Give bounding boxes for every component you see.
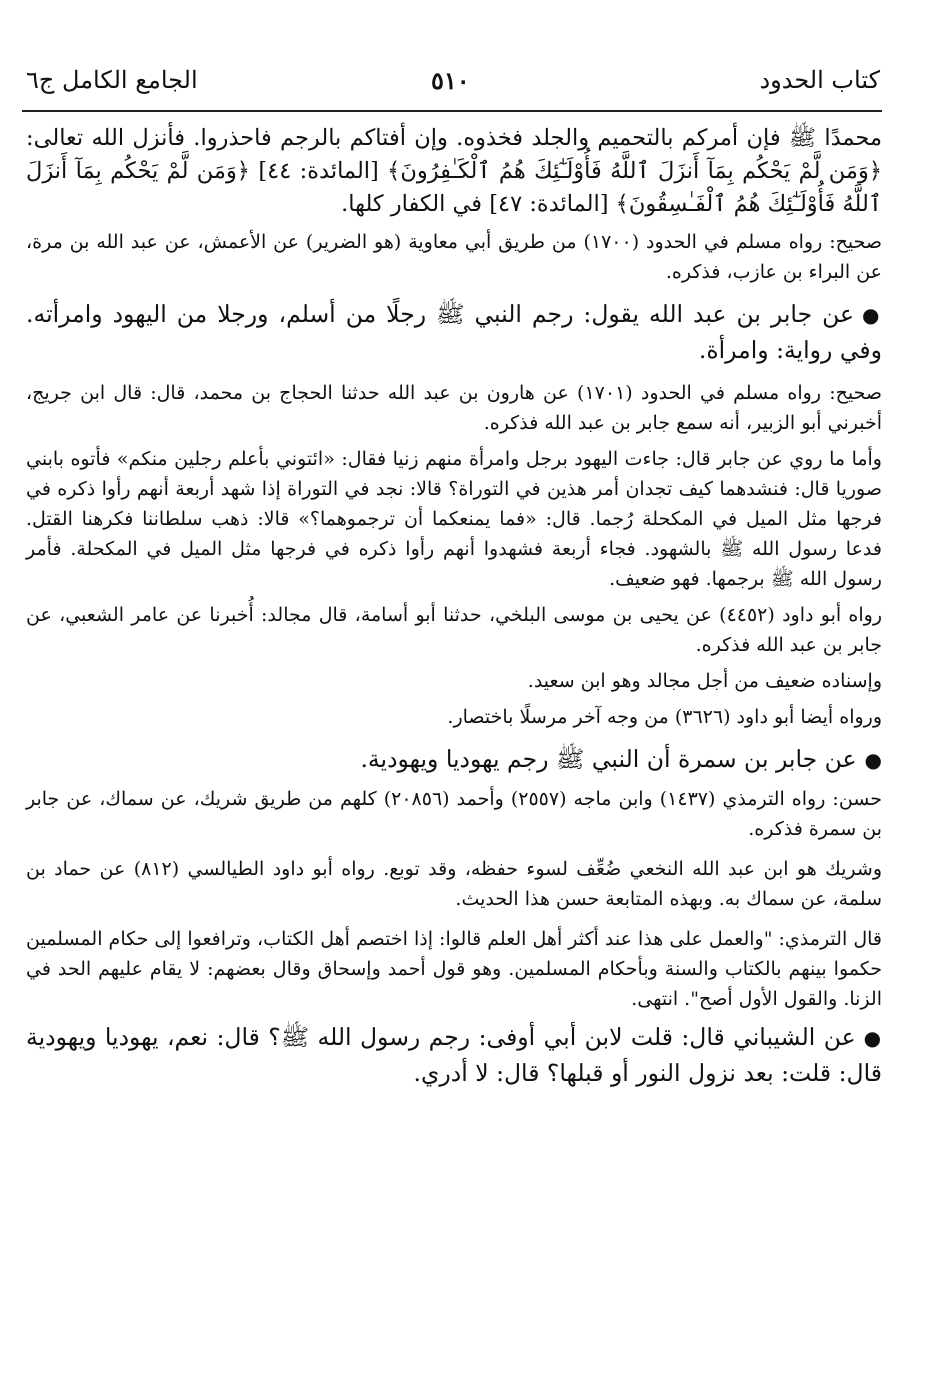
page-body: [26, 122, 882, 1091]
takhrij-note: رواه أبو داود (٤٤٥٢) عن يحيى بن موسى البلخي، حدثنا أبو أسامة، قال مجالد: أُخبرنا عن عامر الشعبي، عن جابر بن عبد الله فذكره.: [26, 604, 883, 656]
bullet-icon: ●: [862, 303, 882, 327]
bullet-icon: ●: [863, 1026, 882, 1050]
takhrij-note: صحيح: رواه مسلم في الحدود (١٧٠٠) من طريق أبي معاوية (هو الضرير) عن الأعمش، عن عبد الله بن مرة، عن البراء بن عازب، فذكره.: [26, 231, 882, 283]
hadith-paragraph: [26, 742, 882, 778]
page-header: [26, 60, 880, 100]
commentary-note: وشريك هو ابن عبد الله النخعي ضُعِّف لسوء حفظه، وقد توبع. رواه أبو داود الطيالسي (٨١٢) عن حماد بن سلمة، عن سماك به. وبهذه المتابعة حسن هذا الحديث.: [26, 858, 883, 910]
commentary-note: ورواه أيضا أبو داود (٣٦٢٦) من وجه آخر مرسلًا باختصار.: [447, 706, 882, 728]
commentary-note: وإسناده ضعيف من أجل مجالد وهو ابن سعيد.: [527, 670, 882, 692]
page-number: ٥١٠: [431, 66, 470, 95]
header-rule: [22, 110, 882, 112]
commentary-note: وأما ما روي عن جابر قال: جاءت اليهود برجل وامرأة منهم زنيا فقال: «ائتوني بأعلم رجلين منكم» فأتوه بابني صوريا قال: فنشدهما كيف تجدان أمر هذين في التوراة؟ قالا: نجد في التوراة إذا شهد أربعة أنهم رأوا ذكره في فرجها مثل الميل في المكحلة رُجما. قال: «فما يمنعكما أن ترجموهما؟» قالا: ذهب سلطاننا فكرهنا القتل. فدعا رسول الله ﷺ بالشهود. فجاء أربعة فشهدوا أنهم رأوا ذكره في فرجها مثل الميل في المكحلة. فأمر رسول الله ﷺ برجمها. فهو ضعيف.: [26, 448, 882, 590]
main-text-paragraph: محمدًا ﷺ فإن أمركم بالتحميم والجلد فخذوه. وإن أفتاكم بالرجم فاحذروا. فأنزل الله تعالى: ﴿وَمَن لَّمْ يَحْكُم بِمَآ أَنزَلَ ٱللَّهُ فَأُوْلَـٰٓئِكَ هُمُ ٱلْكَـٰفِرُونَ﴾ [المائدة: ٤٤] ﴿وَمَن لَّمْ يَحْكُم بِمَآ أَنزَلَ ٱللَّهُ فَأُوْلَـٰٓئِكَ هُمُ ٱلْفَـٰسِقُونَ﴾ [المائدة: ٤٧] في الكفار كلها.: [26, 125, 882, 217]
hadith-text: عن الشيباني قال: قلت لابن أبي أوفى: رجم رسول الله ﷺ؟ قال: نعم، يهوديا ويهودية قال: قلت: بعد نزول النور أو قبلها؟ قال: لا أدري.: [26, 1023, 882, 1087]
hadith-paragraph: [26, 1020, 882, 1091]
takhrij-note: صحيح: رواه مسلم في الحدود (١٧٠١) عن هارون بن عبد الله حدثنا الحجاج بن محمد، قال: قال ابن جريج، أخبرني أبو الزبير، أنه سمع جابر بن عبد الله فذكره.: [26, 382, 883, 434]
hadith-paragraph: [26, 297, 882, 368]
commentary-note: قال الترمذي: "والعمل على هذا عند أكثر أهل العلم قالوا: إذا اختصم أهل الكتاب، وترافعوا إلى حكام المسلمين حكموا بينهم بالكتاب والسنة وبأحكام المسلمين. وهو قول أحمد وإسحاق وقال بعضهم: لا يقام عليهم الحد في الزنا. والقول الأول أصح". انتهى.: [26, 928, 882, 1010]
hadith-text: عن جابر بن سمرة أن النبي ﷺ رجم يهوديا ويهودية.: [360, 745, 857, 773]
hadith-text: عن جابر بن عبد الله يقول: رجم النبي ﷺ رجلًا من أسلم، ورجلا من اليهود وامرأته. وفي رواية: وامرأة.: [26, 300, 882, 364]
volume-title: الجامع الكامل ج٦: [26, 66, 198, 94]
takhrij-note: حسن: رواه الترمذي (١٤٣٧) وابن ماجه (٢٥٥٧) وأحمد (٢٠٨٥٦) كلهم من طريق شريك، عن سماك، عن جابر بن سمرة فذكره.: [26, 788, 882, 840]
section-title: كتاب الحدود: [759, 66, 880, 94]
bullet-icon: ●: [864, 748, 882, 772]
